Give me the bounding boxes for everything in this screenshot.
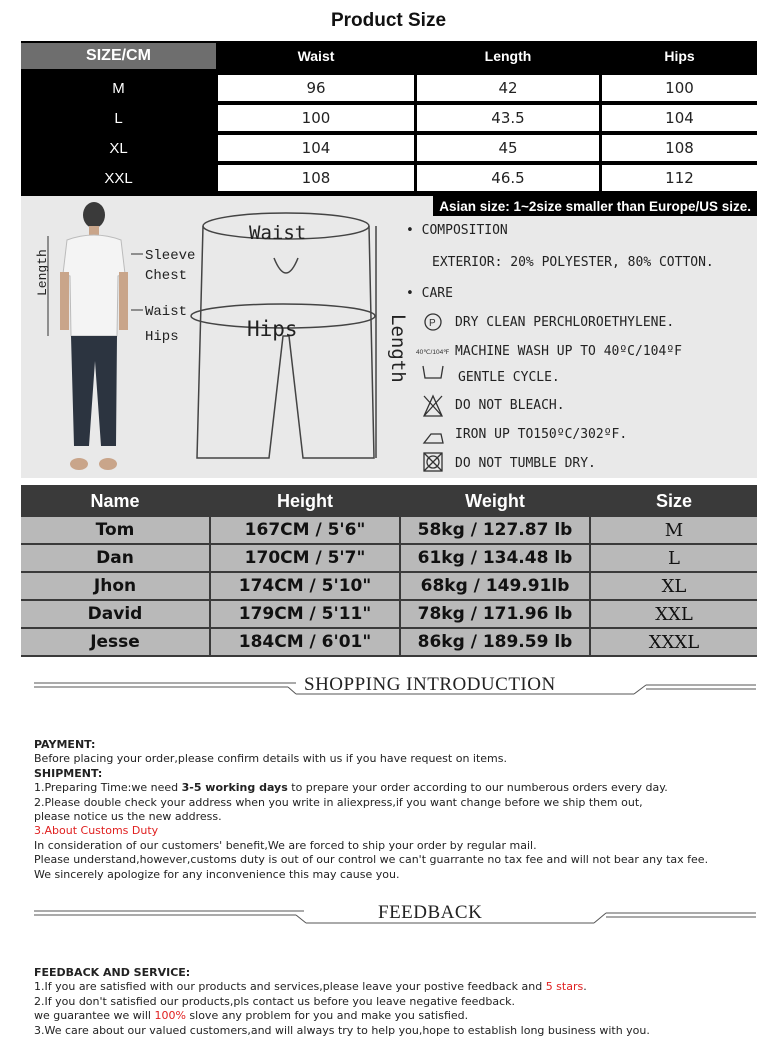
size-cell: XL <box>21 135 216 161</box>
asian-size-note: Asian size: 1~2size smaller than Europe/US size. <box>433 196 757 216</box>
gentle-cycle-text: GENTLE CYCLE. <box>458 370 560 385</box>
size-header-cell: Length <box>417 43 599 69</box>
dry-clean-letter: P <box>429 318 436 329</box>
example-header-cell: Size <box>655 490 693 511</box>
ship1-post: to prepare your order according to our numberous orders every day. <box>287 781 668 795</box>
shipment-line-2b: please notice us the new address. <box>34 809 222 823</box>
size-cell: M <box>21 75 216 101</box>
ship1-bold: 3-5 working days <box>181 781 288 795</box>
example-cell: 58kg / 127.87 lb <box>401 517 589 543</box>
example-table-row <box>21 517 757 544</box>
size-cell: 43.5 <box>417 105 599 131</box>
model-label-hips: Hips <box>145 329 179 345</box>
size-table-row <box>21 163 757 193</box>
example-header-cell: Weight <box>465 490 525 511</box>
shorts-label-length: Length <box>387 314 409 383</box>
shipment-title: SHIPMENT: <box>34 766 103 780</box>
example-cell: David <box>21 601 209 627</box>
example-cell: 78kg / 171.96 lb <box>401 601 589 627</box>
example-cell: 170CM / 5'7" <box>211 545 399 571</box>
size-cell: L <box>21 105 216 131</box>
model-figure <box>48 202 143 470</box>
shipment-line-2a: 2.Please double check your address when you write in aliexpress,if you want change before we ship them out, <box>34 795 643 809</box>
feedback-title: FEEDBACK AND SERVICE: <box>34 966 191 979</box>
machine-wash-text: MACHINE WASH UP TO 40ºC/104ºF <box>455 344 682 359</box>
feedback-line-4: 3.We care about our valued customers,and will always try to help you,hope to establish long business with you. <box>34 1023 650 1037</box>
customs-title: 3.About Customs Duty <box>34 824 159 838</box>
size-cell: 104 <box>602 105 757 131</box>
customs-line-3: We sincerely apologize for any inconvenience this may cause you. <box>34 867 400 881</box>
payment-title: PAYMENT: <box>34 738 96 751</box>
fb3-post: slove any problem for you and make you satisfied. <box>185 1009 469 1023</box>
size-header-cell: Hips <box>602 43 757 69</box>
fb3-red: 100% <box>154 1009 186 1023</box>
size-cell: 42 <box>417 75 599 101</box>
fb3-pre: we guarantee we will <box>34 1009 155 1023</box>
example-header-cell: Name <box>90 490 140 511</box>
size-header-cell: SIZE/CM <box>21 43 216 69</box>
no-tumble-dry-text: DO NOT TUMBLE DRY. <box>455 456 596 471</box>
size-table-header <box>21 41 757 71</box>
example-cell: Tom <box>21 517 209 543</box>
size-cell: 45 <box>417 135 599 161</box>
no-bleach-icon <box>424 396 442 416</box>
example-header-cell: Height <box>277 490 333 511</box>
size-cell: 112 <box>602 165 757 191</box>
example-table-row <box>21 629 757 656</box>
example-size-table <box>21 485 757 657</box>
example-cell: Jesse <box>21 629 209 655</box>
example-cell: XL <box>591 573 757 599</box>
example-cell: XXL <box>591 601 757 627</box>
example-cell: 167CM / 5'6" <box>211 517 399 543</box>
size-table-row <box>21 133 757 163</box>
wash-temp-badge: 40℃/104℉ <box>416 349 450 356</box>
example-table-row <box>21 545 757 572</box>
feedback-text <box>34 966 650 1038</box>
example-cell: 86kg / 189.59 lb <box>401 629 589 655</box>
composition-title: • COMPOSITION <box>406 223 508 238</box>
size-table-row <box>21 73 757 103</box>
size-cell: XXL <box>21 165 216 191</box>
size-illustration <box>21 196 757 478</box>
dry-clean-text: DRY CLEAN PERCHLOROETHYLENE. <box>455 315 675 330</box>
example-cell: 68kg / 149.91lb <box>401 573 589 599</box>
feedback-line-1 <box>34 980 650 994</box>
no-bleach-text: DO NOT BLEACH. <box>455 398 565 413</box>
payment-text: Before placing your order,please confirm details with us if you have request on items. <box>34 752 507 766</box>
size-cell: 108 <box>218 165 414 191</box>
example-cell: 179CM / 5'11" <box>211 601 399 627</box>
iron-text: IRON UP TO150ºC/302ºF. <box>455 427 628 442</box>
example-cell: M <box>591 517 757 543</box>
customs-line-1: In consideration of our customers' benefit,We are forced to ship your order by regular mail. <box>34 838 537 852</box>
shopping-text <box>34 738 708 882</box>
size-cell: 100 <box>602 75 757 101</box>
shorts-label-hips: Hips <box>247 317 298 341</box>
size-cell: 46.5 <box>417 165 599 191</box>
size-table-row <box>21 103 757 133</box>
feedback-line-2: 2.If you don't satisfied our products,pls contact us before you leave negative feedback. <box>34 994 516 1008</box>
size-cell: 108 <box>602 135 757 161</box>
fb1-pre: 1.If you are satisfied with our products and services,please leave your postive feedback and <box>34 980 546 994</box>
size-cell: 104 <box>218 135 414 161</box>
shopping-divider <box>34 674 756 704</box>
shipment-line-1 <box>34 781 708 795</box>
example-cell: XXXL <box>591 629 757 655</box>
feedback-divider <box>34 902 756 932</box>
composition-text: EXTERIOR: 20% POLYESTER, 80% COTTON. <box>432 255 714 270</box>
example-cell: Jhon <box>21 573 209 599</box>
care-title: • CARE <box>406 286 453 301</box>
shorts-label-waist: Waist <box>249 222 307 244</box>
feedback-heading: FEEDBACK <box>378 902 483 923</box>
page-title: Product Size <box>330 10 447 31</box>
example-cell: L <box>591 545 757 571</box>
example-table-header <box>21 485 757 517</box>
fb1-post: . <box>583 980 587 994</box>
size-table <box>21 41 757 196</box>
ship1-pre: 1.Preparing Time:we need <box>34 781 182 795</box>
example-table-row <box>21 601 757 628</box>
model-label-waist: Waist <box>145 304 188 320</box>
example-cell: 184CM / 6'01" <box>211 629 399 655</box>
wash-tub-icon <box>423 366 443 378</box>
size-cell: 100 <box>218 105 414 131</box>
model-label-chest: Chest <box>145 268 188 284</box>
measurement-diagram <box>21 196 757 478</box>
model-label-sleeve: Sleeve <box>145 248 196 264</box>
feedback-line-3 <box>34 1009 650 1023</box>
example-cell: Dan <box>21 545 209 571</box>
size-cell: 96 <box>218 75 414 101</box>
fb1-red: 5 stars <box>545 980 584 994</box>
example-table-row <box>21 573 757 600</box>
customs-line-2: Please understand,however,customs duty is out of our control we can't guarrante no tax fee and will not bear any tax fee. <box>34 853 709 867</box>
shopping-heading: SHOPPING INTRODUCTION <box>304 674 556 695</box>
model-label-length: Length <box>35 249 50 296</box>
example-cell: 174CM / 5'10" <box>211 573 399 599</box>
iron-icon <box>424 434 443 443</box>
size-header-cell: Waist <box>218 43 414 69</box>
care-symbols <box>423 314 443 471</box>
example-cell: 61kg / 134.48 lb <box>401 545 589 571</box>
